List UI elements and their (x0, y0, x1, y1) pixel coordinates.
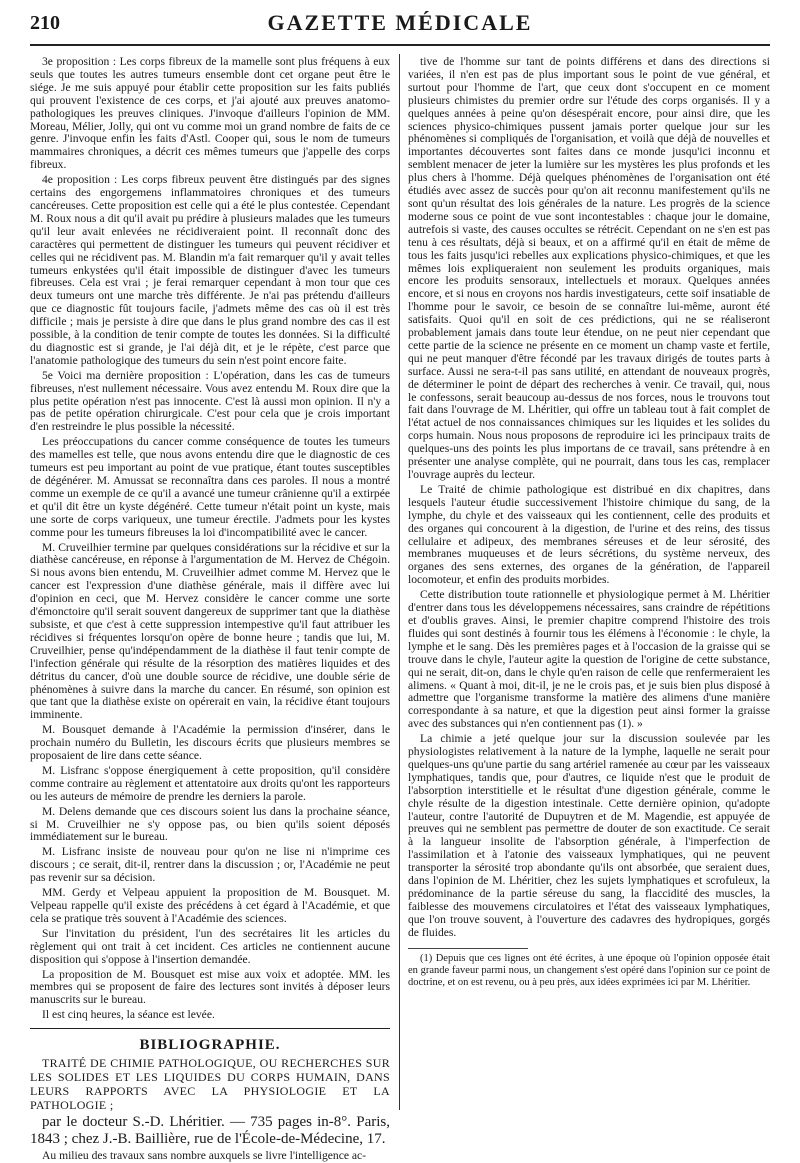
section-rule (30, 1028, 390, 1029)
header-rule (30, 44, 770, 46)
paragraph: Sur l'invitation du président, l'un des secrétaires lit les articles du règlement qui ont trait à cet incident. Ces articles ne contiennent aucune disposition qui s'oppose à l'insertion demandée. (30, 926, 390, 966)
paragraph: Les préoccupations du cancer comme conséquence de toutes les tumeurs des mamelles est telle, que nous avons entendu dire que le diagnostic de ces tumeurs est peu important au point de vue pratique, étant toutes susceptibles de dégénérer. M. Amussat se reconnaîtra dans ces paroles. Il nous a montré comme un exemple de ce qu'il a avancé une tumeur crânienne qu'il a extirpée et qu'il dit être un kyste dégénéré. Cette tumeur n'était point un kyste, mais une sorte de corps variqueux, une tumeur érectile. J'admets pour les kystes comme pour les tumeurs fibreuses la loi d'incompatibilité avec le cancer. (30, 435, 390, 539)
paragraph: Au milieu des travaux sans nombre auxquels se livre l'intelligence ac- (42, 1149, 367, 1163)
bibliography-reference: TRAITÉ DE CHIMIE PATHOLOGIQUE, OU RECHERCHES SUR LES SOLIDES ET LES LIQUIDES DU CORPS HUMAIN, DANS LEURS RAPPORTS AVEC LA PHYSIOLOGIE ET LA PATHOLOGIE ; (30, 1056, 390, 1113)
journal-title: GAZETTE MÉDICALE (267, 10, 533, 35)
paragraph: 4e proposition : Les corps fibreux peuvent être distingués par des signes certains des engorgemens inflammatoires chroniques et des tumeurs cancéreuses. Cette proposition est celle qui a été le plus contestée. Cependant M. Roux nous a dit qu'il avait pu prédire à plusieurs malades que les tumeurs qu'il leur avait enlevées ne récidiveraient point. Il reconnaît donc des caractères qui permettent de distinguer les tumeurs qui peuvent récidiver et celles qui ne récidivent pas. M. Blandin m'a fait remarquer qu'il y avait telles tumeurs enkystées qu'il était impossible de distinguer d'avec les tumeurs fibreuses. Cela est vrai ; je ferai remarquer cependant à mon tour que ces deux tumeurs ont une marche très différente. Je n'ai pas prétendu d'ailleurs que ce diagnostic fût toujours facile, j'admets même des cas où il est très difficile ; mais je persiste à dire que dans le plus grand nombre des cas il est possible, à la condition de tenir compte de toutes les données. Si la difficulté du diagnostic est si grande, je l'ai déjà dit, et je le répète, c'est parce que l'anatomie pathologique des tumeurs du sein n'est point encore faite. (30, 173, 390, 367)
footnote-rule (408, 948, 528, 949)
paragraph: La chimie a jeté quelque jour sur la discussion soulevée par les physiologistes relativement à la nature de la lymphe, laquelle ne serait pour quelques-uns qu'une partie du sang artériel ramenée au cœur par les vaisseaux lymphatiques, tandis que, pour d'autres, ce liquide n'est que le produit de l'absorption interstitielle et le résultat d'une digestion générale, comme le chyle résulte de la digestion intestinale. Cette dernière opinion, qu'adopte l'auteur, contre l'autorité de Dupuytren et de M. Magendie, est appuyée de preuves qui ne semblent pas permettre de douter de son exactitude. Ce serait à la langueur insolite de l'absorption générale, à l'imperfection de l'assimilation et à l'atonie des vaisseaux lymphatiques, qui ne peuvent transporter la sérosité trop abondante qu'ils ont absorbée, que seraient dues, dans l'opinion de M. Lhéritier, chez les sujets lymphatiques et scrofuleux, la prédominance de la partie séreuse du sang, la flaccidité des muscles, la faiblesse des mouvemens circulatoires et l'état des vaisseaux lymphatiques, que l'on trouve souvent, à l'ouverture des cadavres des hydropiques, gorgés de fluides. (408, 732, 770, 939)
paragraph: 5e Voici ma dernière proposition : L'opération, dans les cas de tumeurs fibreuses, n'est nullement nécessaire. Vous avez entendu M. Roux dire que la plus petite opération n'est pas innocente. C'est là aussi mon opinion. Il n'y a pas de petite opération chirurgicale. C'est pour cela que je crois important d'en restreindre le plus possible la nécessité. (30, 368, 390, 434)
paragraph: M. Lisfranc s'oppose énergiquement à cette proposition, qu'il considère comme contraire au règlement et attentatoire aux droits qu'ont les rapporteurs ou les auteurs de mémoire de prendre les derniers la parole. (30, 763, 390, 803)
footnote: (1) Depuis que ces lignes ont été écrites, à une époque où l'opinion opposée était en grande faveur parmi nous, un changement s'est opéré dans l'opinion sur ce point de doctrine, et on est revenu, ou à peu près, aux idées exprimées ici par M. Lhéritier. (408, 952, 770, 988)
paragraph: M. Lisfranc insiste de nouveau pour qu'on ne lise ni n'imprime ces discours ; ce serait, dit-il, rentrer dans la discussion ; or, l'Académie ne peut pas revenir sur sa décision. (30, 845, 390, 885)
paragraph: MM. Gerdy et Velpeau appuient la proposition de M. Bousquet. M. Velpeau rappelle qu'il existe des précédens à cet égard à l'Académie, et que cela se pratique très souvent à l'Académie des sciences. (30, 886, 390, 925)
paragraph: Cette distribution toute rationnelle et physiologique permet à M. Lhéritier d'entrer dans tous les développemens nécessaires, sans craindre de répétitions et d'oublis graves. Ainsi, le premier chapitre comprend l'histoire des trois fluides qui sont destinés à fournir tous les élémens à l'économie : le chyle, la lymphe et le sang. Dès les premières pages et à l'occasion de la graisse qui se trouve dans le chyle, l'auteur agite la question de l'origine de cette substance, qui ne serait, dit-on, dans le chyle qu'en raison de celle que renfermeraient les alimens. « Quant à moi, dit-il, je ne le crois pas, et je suis bien plus disposé à admettre que l'organisme transforme la matière des alimens d'une manière correspondante à sa nature, et que la digestion peut ainsi former la graisse avec des substances qui n'en contiennent pas (1). » (408, 588, 770, 731)
paragraph: 3e proposition : Les corps fibreux de la mamelle sont plus fréquens à eux seuls que toutes les autres tumeurs ensemble dont cet organe peut être le siége. Je me suis appuyé pour établir cette proposition sur les faits publiés qui prouvent l'existence de ces corps, et j'ai ajouté aux preuves anatomo-pathologiques les preuves cliniques. J'invoque d'ailleurs l'opinion de MM. Moreau, Mélier, Jolly, qui ont vu comme moi un grand nombre de faits de ce genre. J'invoque enfin les faits d'Astl. Cooper qui, sous le nom de tumeurs mammaires chroniques, a décrit ces mêmes tumeurs que j'appelle des corps fibreux. (30, 55, 390, 172)
bibliography-imprint: par le docteur S.-D. Lhéritier. — 735 pages in-8°. Paris, 1843 ; chez J.-B. Baillière, rue de l'École-de-Médecine, 17. (30, 1114, 390, 1148)
page-number: 210 (30, 12, 60, 34)
page-header (30, 10, 770, 40)
paragraph: M. Delens demande que ces discours soient lus dans la prochaine séance, si M. Cruveilhier ne s'y oppose pas, ou bien qu'ils soient déposés immédiatement sur le bureau. (30, 804, 390, 844)
bibliography-heading: BIBLIOGRAPHIE. (139, 1037, 281, 1054)
paragraph: Il est cinq heures, la séance est levée. (42, 1008, 215, 1022)
right-column (408, 56, 770, 1106)
paragraph: Le Traité de chimie pathologique est distribué en dix chapitres, dans lesquels l'auteur étudie successivement l'histoire chimique du sang, de la lymphe, du chyle et des vaisseaux qui les contiennent, celle des produits et des organes qui concourent à la digestion, de l'urine et des reins, des tissus cellulaire et adipeux, des membranes séreuses et de leur sérosité, des membranes muqueuses et de leurs sécrétions, du système nerveux, des organes des sens externes, des organes de la génération, de l'appareil locomoteur, et enfin des produits morbides. (408, 482, 770, 587)
paragraph: M. Bousquet demande à l'Académie la permission d'insérer, dans le prochain numéro du Bulletin, les discours écrits que plusieurs membres se proposaient de lire dans cette séance. (30, 723, 390, 763)
left-column (30, 55, 390, 1163)
paragraph: La proposition de M. Bousquet est mise aux voix et adoptée. MM. les membres qui se proposent de faire des lectures sont invités à déposer leurs manuscrits sur le bureau. (30, 967, 390, 1007)
column-divider (399, 54, 400, 1110)
paragraph: M. Cruveilhier termine par quelques considérations sur la récidive et sur la diathèse cancéreuse, en réponse à l'argumentation de M. Hervez de Chégoin. Si nous avons bien entendu, M. Cruveilhier admet comme M. Hervez que le cancer est l'expression d'une diathèse générale, mais il diffère avec lui d'opinion en ceci, que M. Hervez considère le cancer comme une sorte d'émonctoire qu'il serait souvent dangereux de supprimer tant que la diathèse subsiste, et que c'est à cette suppression intempestive qu'il faut attribuer les récidives si fréquentes lorsqu'on opère de bonne heure ; tandis que lui, M. Cruveilhier, pense qu'indépendamment de la diathèse il faut tenir compte de l'infection générale qui résulte de la résorption des matières liquides et des détritus du cancer, d'où une double source de récidive, une double série de phénomènes à suivre dans la marche du cancer. En résumé, son opinion est que tant que la diathèse existe on opérerait en vain, la récidive étant toujours imminente. (30, 540, 390, 722)
paragraph: tive de l'homme sur tant de points différens et dans des directions si variées, il n'en est pas de plus important sous le point de vue général, et surtout pour l'homme de l'art, que ceux dont s'occupent en ce moment plusieurs chimistes du premier ordre sur l'étude des corps organisés. Il y a quelques années à peine qu'on désespérait encore, pour ainsi dire, que les sciences physico-chimiques pussent jamais porter quelque jour sur les phénomènes si compliqués de l'organisation, et voilà que déjà de nouvelles et importantes découvertes sont faites dans ce monde jusqu'ici inconnu et semblent menacer de jeter la lumière sur les mystères les plus profonds et les plus chers à l'homme. Déjà quelques phénomènes de l'organisation ont été étudiés avec assez de succès pour qu'on ait reconnu manifestement qu'ils ne sont qu'un résultat des lois générales de la nature. Les progrès de la science moderne sous ce point de vue sont incontestables : chaque jour le domaine, autrefois si vaste, des causes occultes se rétrécit. Cependant on ne s'en est pas tenu à ces résultats, déjà si beaux, et on a affirmé qu'il en était de même de tous les faits jusqu'ici rebelles aux explications physico-chimiques, et que les mêmes lois expliqueraient non seulement les produits organiques, mais encore les produits sensoraux, intellectuels et moraux. Quelques années encore, et si nous en croyons nos hardis investigateurs, cette soif insatiable de l'homme pour le savoir, ce besoin de se connaître lui-même, auront été satisfaits. Quoi qu'il en soit de ces prédictions, qui ne se réaliseront probablement jamais dans toute leur étendue, on ne peut nier cependant que cette partie de la science ne présente en ce moment un champ vaste et fertile, qui ne peut manquer d'être fécondé par les travaux dirigés de toutes parts à surface. Aussi ne sera-t-il pas sans utilité, en attendant de nouveaux progrès, de déterminer le point de départ des recherches à venir. Ce travail, qui, nous le confessons, serait beaucoup au-dessus de nos forces, nous le trouvons tout fait dans l'ouvrage de M. Lhéritier, qui offre un tableau tout à fait complet de l'état actuel de nos connaissances chimiques sur les liquides et les solides du corps humain. Nous nous proposons de reproduire ici les principaux traits de quelques-uns des points les plus importans de ce travail, sans prétendre à en présenter une analyse complète, qui ne pourrait, dans tous les cas, remplacer l'ouvrage auprès du lecteur. (408, 55, 770, 481)
